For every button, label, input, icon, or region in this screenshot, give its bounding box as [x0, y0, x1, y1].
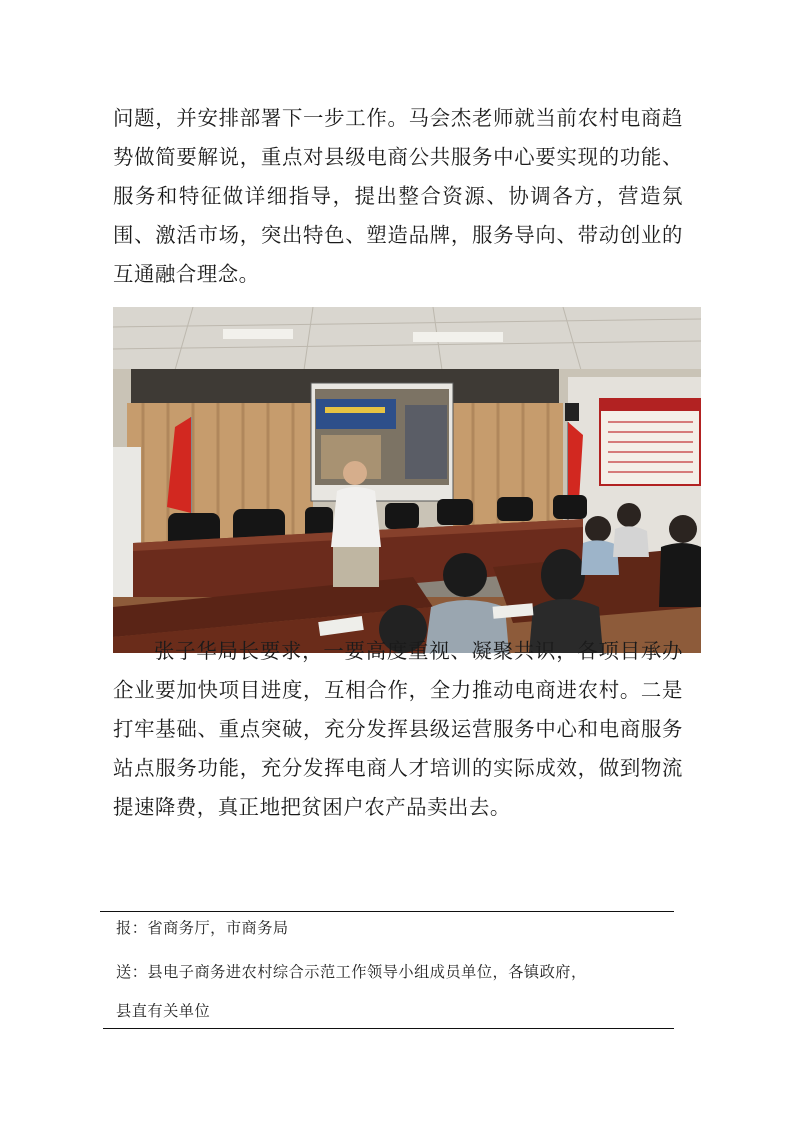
footer-top-rule — [100, 911, 674, 912]
body-paragraph-1: 问题，并安排部署下一步工作。马会杰老师就当前农村电商趋势做简要解说，重点对县级电商公共服务中心要实现的功能、服务和特征做详细指导，提出整合资源、协调各方，营造氛围、激活市场，突出特色、塑造品牌，服务导向、带动创业的互通融合理念。 — [113, 106, 683, 286]
footer-bottom-rule — [103, 1028, 674, 1029]
send-to-continued-line: 县直有关单位 — [116, 1002, 211, 1020]
report-to-line: 报：省商务厅，市商务局 — [116, 919, 289, 937]
meeting-photo — [113, 307, 701, 653]
body-paragraph-2: 张子华局长要求，一要高度重视、凝聚共识，各项目承办企业要加快项目进度，互相合作，全力推动电商进农村。二是打牢基础、重点突破，充分发挥县级运营服务中心和电商服务站点服务功能，充分发挥电商人才培训的实际成效，做到物流提速降费，真正地把贫困户农产品卖出去。 — [113, 639, 683, 819]
send-to-line: 送：县电子商务进农村综合示范工作领导小组成员单位，各镇政府， — [116, 963, 587, 981]
